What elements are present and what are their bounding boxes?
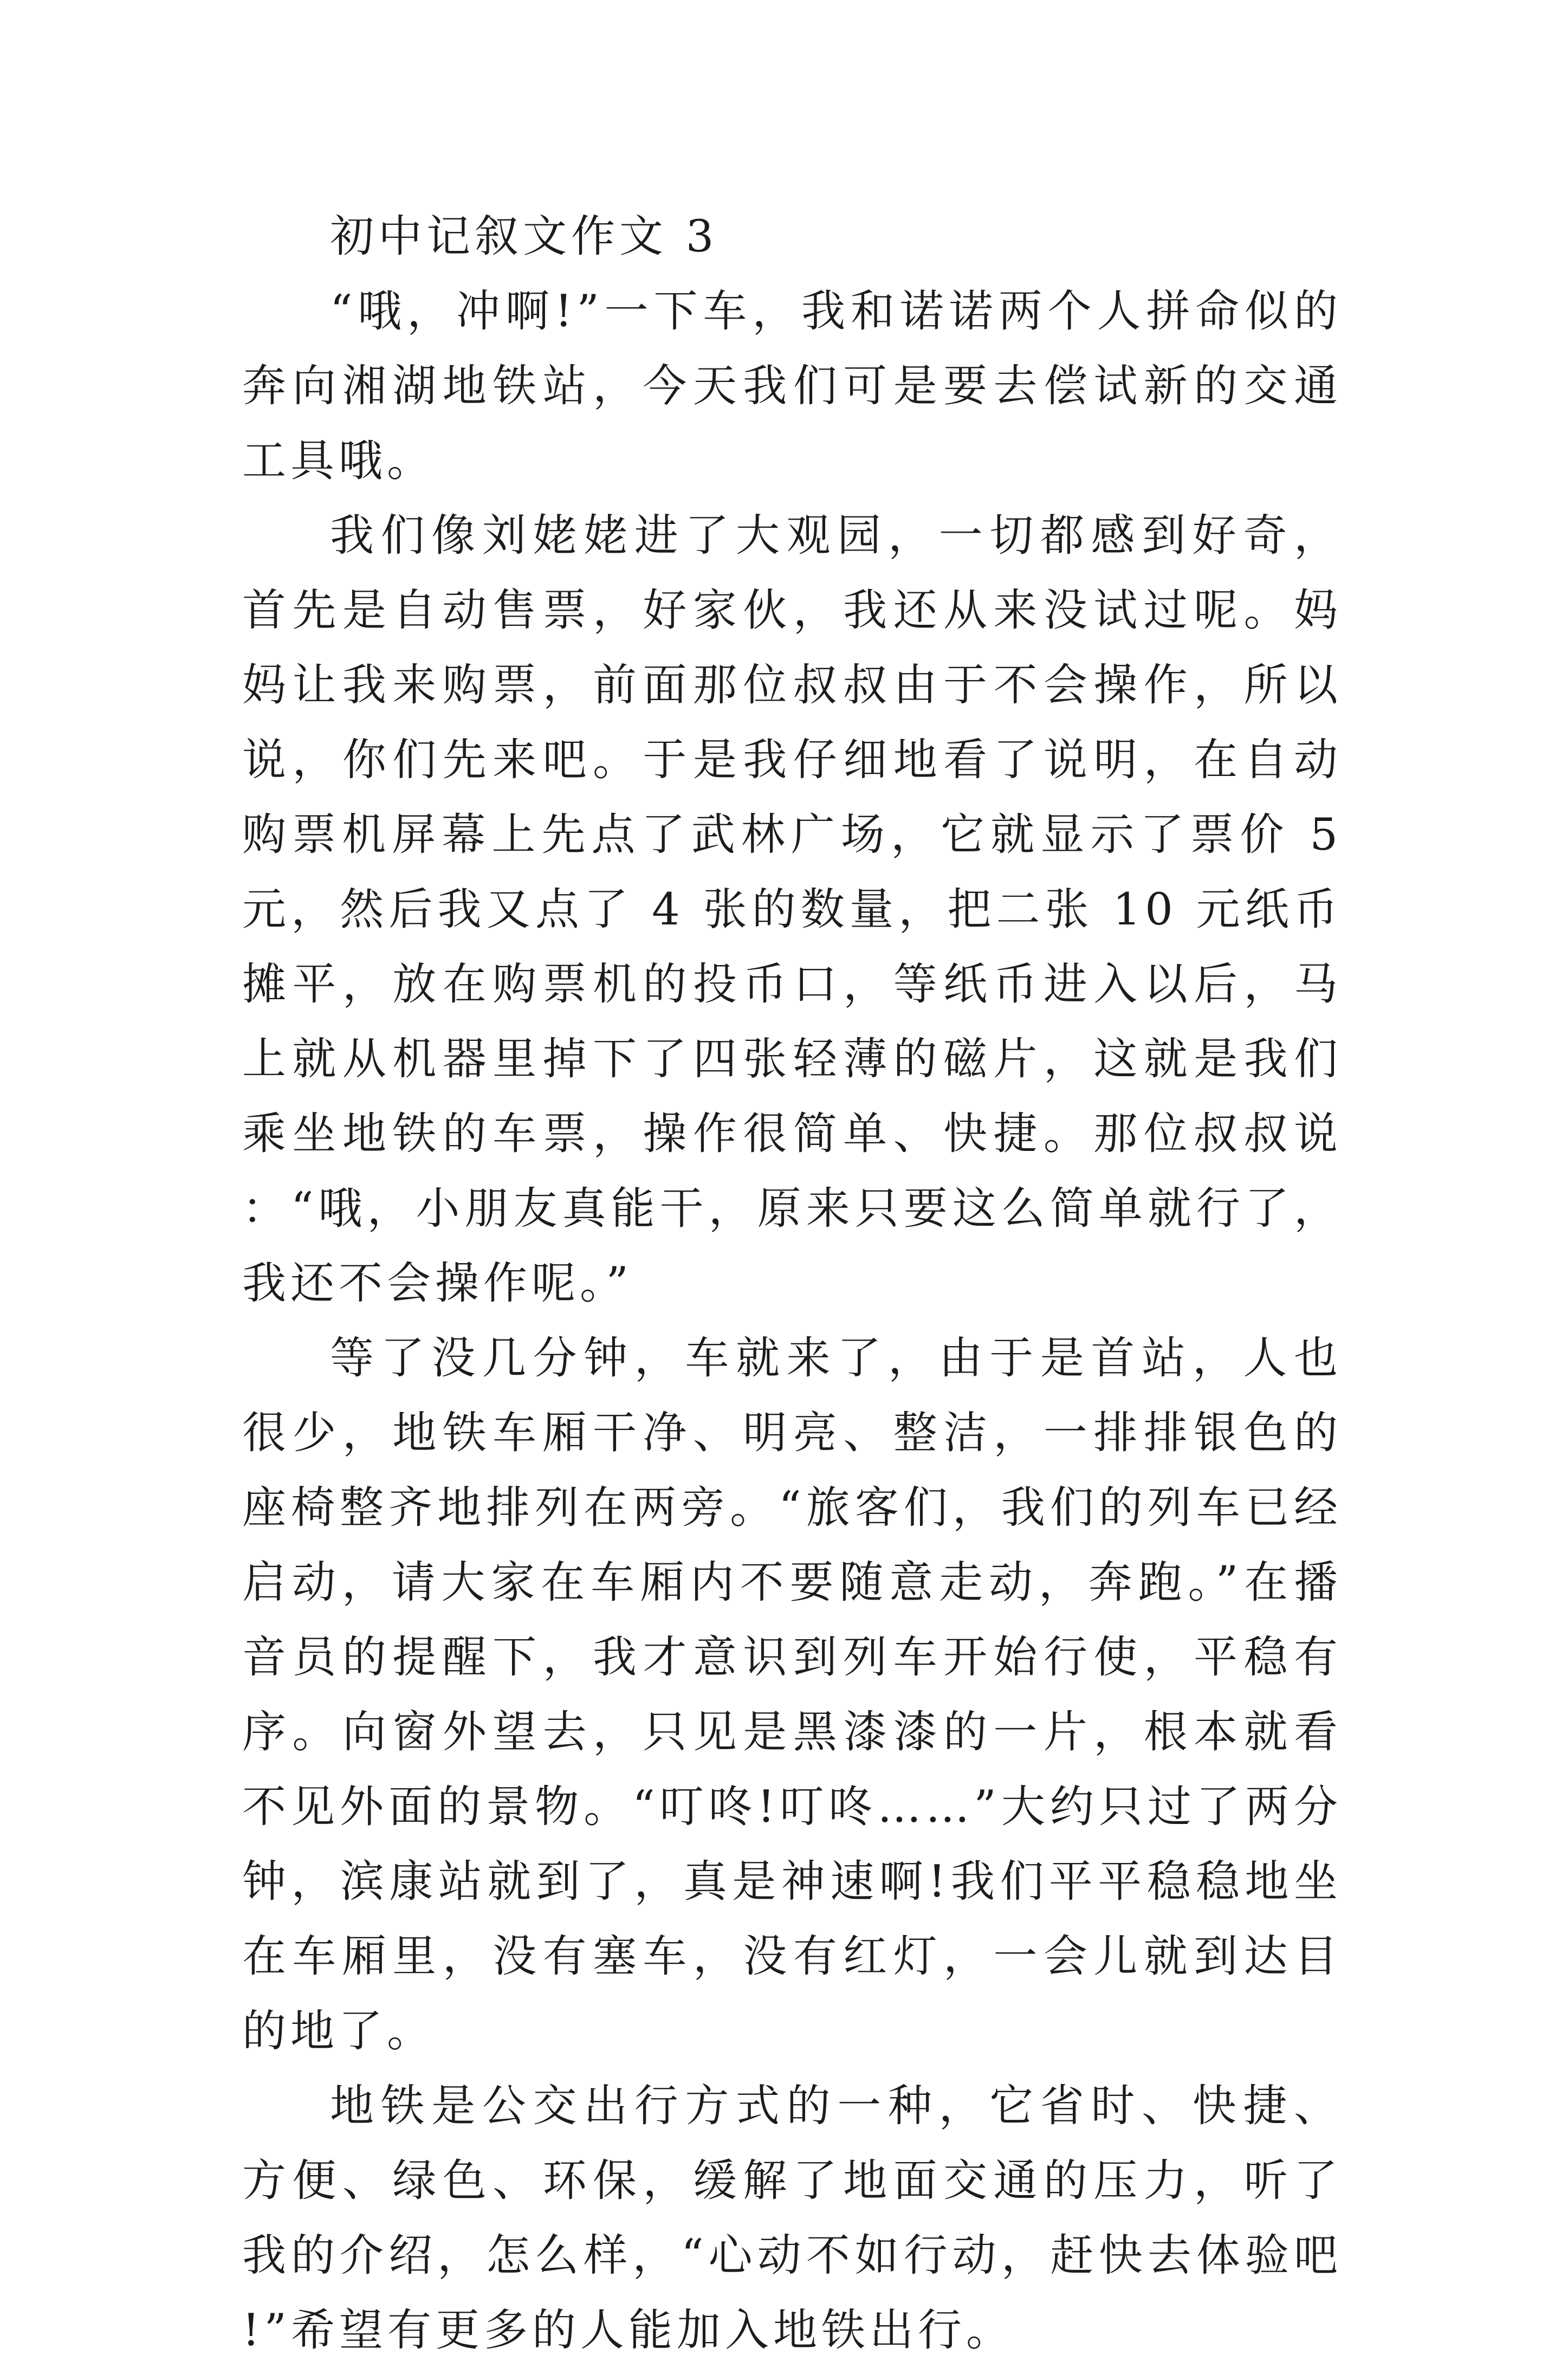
paragraph-4: 地铁是公交出行方式的一种，它省时、快捷、方便、绿色、环保，缓解了地面交通的压力，听了我的介绍，怎么样，“心动不如行动，赶快去体验吧!”希望有更多的人能加入地铁出行。 <box>242 2081 1342 2356</box>
document-body <box>242 199 1342 2368</box>
paragraph-3: 等了没几分钟，车就来了，由于是首站，人也很少，地铁车厢干净、明亮、整洁，一排排银色的座椅整齐地排列在两旁。“旅客们，我们的列车已经启动，请大家在车厢内不要随意走动，奔跑。”在播音员的提醒下，我才意识到列车开始行使，平稳有序。向窗外望去，只见是黑漆漆的一片，根本就看不见外面的景物。“叮咚!叮咚……”大约只过了两分钟，滨康站就到了，真是神速啊!我们平平稳稳地坐在车厢里，没有塞车，没有红灯，一会儿就到达目的地了。 <box>242 1333 1342 2057</box>
document-title: 初中记叙文作文 3 <box>330 211 718 262</box>
paragraph-2: 我们像刘姥姥进了大观园，一切都感到好奇，首先是自动售票，好家伙，我还从来没试过呢。妈妈让我来购票，前面那位叔叔由于不会操作，所以说，你们先来吧。于是我仔细地看了说明，在自动购票机屏幕上先点了武林广场，它就显示了票价 5 元，然后我又点了 4 张的数量，把二张 10 元纸币摊平，放在购票机的投币口，等纸币进入以后，马上就从机器里掉下了四张轻薄的磁片，这就是我们乘坐地铁的车票，操作很简单、快捷。那位叔叔说：“哦，小朋友真能干，原来只要这么简单就行了，我还不会操作呢。” <box>242 510 1342 1309</box>
paragraph-1: “哦，冲啊!”一下车，我和诺诺两个人拼命似的奔向湘湖地铁站，今天我们可是要去偿试新的交通工具哦。 <box>242 286 1342 487</box>
